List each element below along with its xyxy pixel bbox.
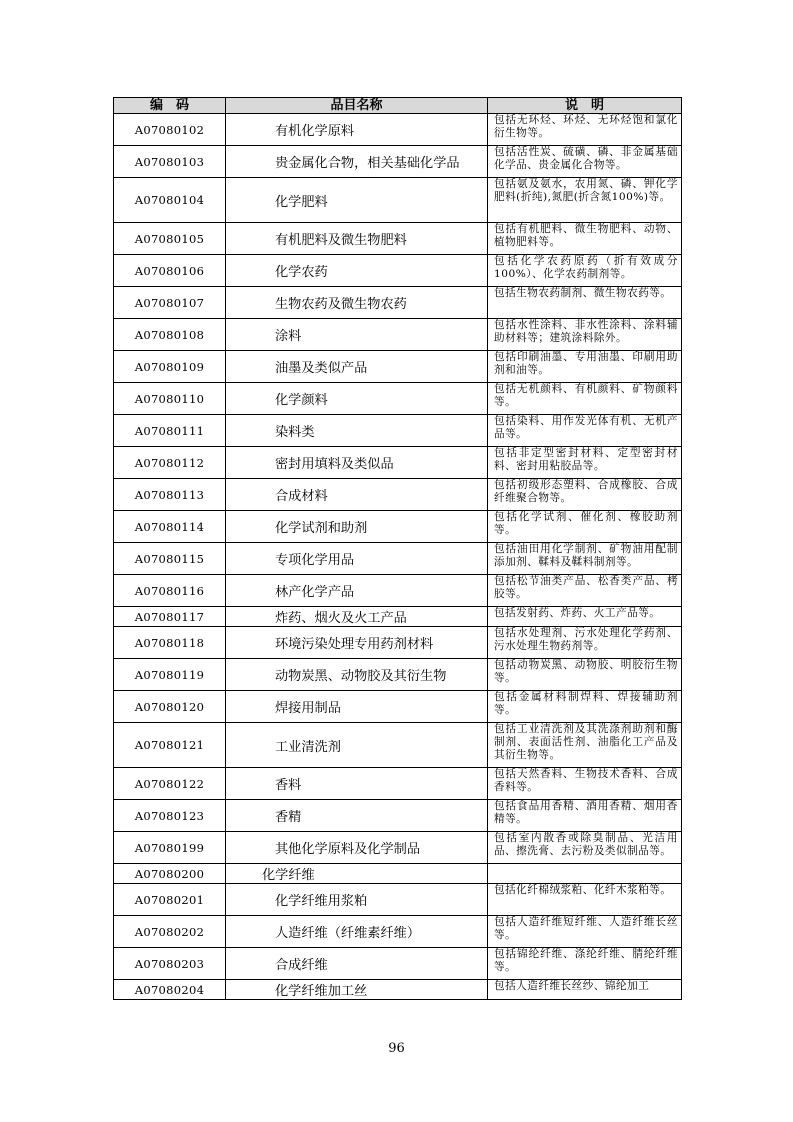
header-code: 编 码 — [114, 98, 226, 114]
table-row — [114, 627, 682, 659]
item-code: A07080118 — [114, 627, 226, 659]
item-code: A07080199 — [114, 832, 226, 864]
item-name: 油墨及类似产品 — [226, 351, 488, 383]
item-name: 化学肥料 — [226, 178, 488, 223]
item-description: 包括动物炭黑、动物胶、明胶衍生物等。 — [488, 659, 682, 691]
item-description: 包括非定型密封材料、定型密封材料、密封用粘胶品等。 — [488, 447, 682, 479]
item-description: 包括初级形态塑料、合成橡胶、合成纤维聚合物等。 — [488, 479, 682, 511]
item-name: 有机肥料及微生物肥料 — [226, 223, 488, 255]
item-name: 合成材料 — [226, 479, 488, 511]
item-description: 包括化学农药原药（折有效成分100%）、化学农药制剂等。 — [488, 255, 682, 287]
item-description: 包括无机颜料、有机颜料、矿物颜料等。 — [488, 383, 682, 415]
table-row — [114, 800, 682, 832]
item-code: A07080110 — [114, 383, 226, 415]
table-row — [114, 607, 682, 627]
item-description: 包括人造纤维短纤维、人造纤维长丝等。 — [488, 916, 682, 948]
table-row — [114, 511, 682, 543]
item-description: 包括活性炭、硫磺、磷、非金属基础化学品、贵金属化合物等。 — [488, 146, 682, 178]
item-description: 包括人造纤维长丝纱、锦纶加工 — [488, 980, 682, 1000]
table-row — [114, 383, 682, 415]
table-row — [114, 575, 682, 607]
table-row — [114, 114, 682, 146]
header-item-name: 品目名称 — [226, 98, 488, 114]
item-description: 包括锦纶纤维、涤纶纤维、腈纶纤维等。 — [488, 948, 682, 980]
item-name: 焊接用制品 — [226, 691, 488, 723]
item-code: A07080116 — [114, 575, 226, 607]
page-number: 96 — [388, 1041, 405, 1056]
table-row — [114, 980, 682, 1000]
catalog-table — [113, 97, 682, 1000]
item-code: A07080103 — [114, 146, 226, 178]
table-row — [114, 146, 682, 178]
item-description: 包括水处理剂、污水处理化学药剂、污水处理生物药剂等。 — [488, 627, 682, 659]
item-name: 密封用填料及类似品 — [226, 447, 488, 479]
item-code: A07080120 — [114, 691, 226, 723]
item-name: 林产化学产品 — [226, 575, 488, 607]
table-row — [114, 178, 682, 223]
table-row — [114, 351, 682, 383]
table-row — [114, 319, 682, 351]
item-description: 包括染料、用作发光体有机、无机产品等。 — [488, 415, 682, 447]
item-name: 香料 — [226, 768, 488, 800]
item-code: A07080119 — [114, 659, 226, 691]
item-name: 合成纤维 — [226, 948, 488, 980]
header-description: 说 明 — [488, 98, 682, 114]
item-description: 包括化学试剂、催化剂、橡胶助剂等。 — [488, 511, 682, 543]
item-name: 人造纤维（纤维素纤维） — [226, 916, 488, 948]
item-name: 化学颜料 — [226, 383, 488, 415]
item-name: 化学农药 — [226, 255, 488, 287]
item-code: A07080108 — [114, 319, 226, 351]
item-name: 涂料 — [226, 319, 488, 351]
item-name: 染料类 — [226, 415, 488, 447]
item-code: A07080111 — [114, 415, 226, 447]
item-description — [488, 864, 682, 884]
item-code: A07080201 — [114, 884, 226, 916]
item-code: A07080106 — [114, 255, 226, 287]
table-row — [114, 255, 682, 287]
item-name: 化学纤维 — [226, 864, 488, 884]
table-row — [114, 948, 682, 980]
table-row — [114, 832, 682, 864]
item-code: A07080115 — [114, 543, 226, 575]
table-row — [114, 768, 682, 800]
item-description: 包括印刷油墨、专用油墨、印刷用助剂和油等。 — [488, 351, 682, 383]
item-name: 贵金属化合物，相关基础化学品 — [226, 146, 488, 178]
table-row — [114, 479, 682, 511]
item-code: A07080122 — [114, 768, 226, 800]
item-code: A07080117 — [114, 607, 226, 627]
item-name: 香精 — [226, 800, 488, 832]
table-row — [114, 447, 682, 479]
table-row — [114, 287, 682, 319]
item-code: A07080123 — [114, 800, 226, 832]
item-name: 炸药、烟火及火工产品 — [226, 607, 488, 627]
table-header-row — [114, 98, 682, 114]
item-name: 化学纤维用浆粕 — [226, 884, 488, 916]
item-name: 生物农药及微生物农药 — [226, 287, 488, 319]
item-code: A07080109 — [114, 351, 226, 383]
table-row — [114, 223, 682, 255]
item-code: A07080104 — [114, 178, 226, 223]
item-description: 包括氨及氨水，农用氮、磷、钾化学肥料(折纯),氮肥(折含氮100%)等。 — [488, 178, 682, 223]
item-code: A07080105 — [114, 223, 226, 255]
item-description: 包括工业清洗剂及其洗涤剂助剂和酶制剂、表面活性剂、油脂化工产品及其衍生物等。 — [488, 723, 682, 768]
item-code: A07080102 — [114, 114, 226, 146]
item-code: A07080202 — [114, 916, 226, 948]
item-name: 其他化学原料及化学制品 — [226, 832, 488, 864]
item-name: 环境污染处理专用药剂材料 — [226, 627, 488, 659]
table-row — [114, 864, 682, 884]
item-description: 包括金属材料制焊料、焊接辅助剂等。 — [488, 691, 682, 723]
item-code: A07080200 — [114, 864, 226, 884]
item-description: 包括油田用化学制剂、矿物油用配制添加剂、鞣料及鞣料制剂等。 — [488, 543, 682, 575]
item-description: 包括食品用香精、酒用香精、烟用香精等。 — [488, 800, 682, 832]
item-code: A07080114 — [114, 511, 226, 543]
item-description: 包括无环烃、环烃、无环烃饱和氯化衍生物等。 — [488, 114, 682, 146]
item-name: 有机化学原料 — [226, 114, 488, 146]
item-description: 包括天然香料、生物技术香料、合成香料等。 — [488, 768, 682, 800]
table-row — [114, 723, 682, 768]
table-row — [114, 884, 682, 916]
item-name: 专项化学用品 — [226, 543, 488, 575]
item-name: 化学试剂和助剂 — [226, 511, 488, 543]
table-row — [114, 543, 682, 575]
item-description: 包括松节油类产品、松香类产品、栲胶等。 — [488, 575, 682, 607]
item-name: 动物炭黑、动物胶及其衍生物 — [226, 659, 488, 691]
item-code: A07080107 — [114, 287, 226, 319]
item-name: 化学纤维加工丝 — [226, 980, 488, 1000]
item-description: 包括有机肥料、微生物肥料、动物、植物肥料等。 — [488, 223, 682, 255]
item-code: A07080204 — [114, 980, 226, 1000]
table-row — [114, 659, 682, 691]
table-row — [114, 415, 682, 447]
item-code: A07080203 — [114, 948, 226, 980]
item-description: 包括室内散香或除臭制品、光洁用品、擦洗膏、去污粉及类似制品等。 — [488, 832, 682, 864]
item-code: A07080121 — [114, 723, 226, 768]
item-code: A07080113 — [114, 479, 226, 511]
table-row — [114, 691, 682, 723]
item-description: 包括化纤棉绒浆粕、化纤木浆粕等。 — [488, 884, 682, 916]
item-name: 工业清洗剂 — [226, 723, 488, 768]
item-code: A07080112 — [114, 447, 226, 479]
item-description: 包括发射药、炸药、火工产品等。 — [488, 607, 682, 627]
table-row — [114, 916, 682, 948]
item-description: 包括水性涂料、非水性涂料、涂料辅助材料等；建筑涂料除外。 — [488, 319, 682, 351]
item-description: 包括生物农药制剂、微生物农药等。 — [488, 287, 682, 319]
